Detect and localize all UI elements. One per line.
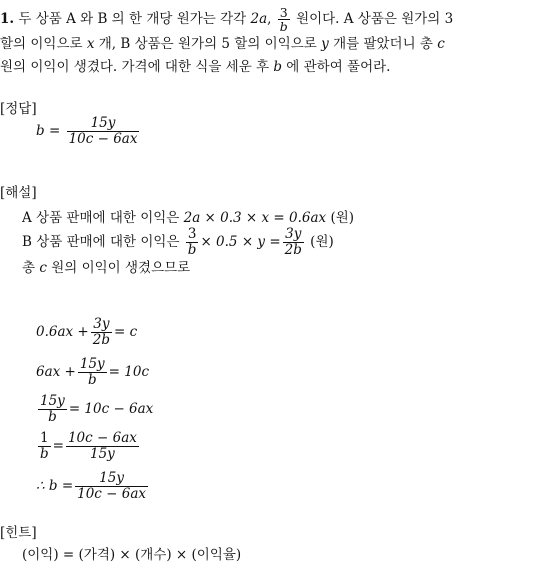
problem-number: 1.	[0, 11, 15, 27]
fraction-denominator: b	[87, 372, 97, 388]
problem-text: 원의 이익이 생겼다. 가격에 대한 식을 세운 후	[0, 59, 274, 75]
punctuation: ,	[267, 11, 272, 27]
fraction	[75, 471, 148, 502]
fraction-denominator: 10c − 6ax	[68, 131, 138, 147]
fraction-denominator: b	[279, 19, 288, 34]
solution-header: [해설]	[0, 185, 37, 201]
equation-4	[36, 430, 141, 462]
solution-text: 총	[22, 260, 40, 276]
fraction-numerator: 1	[38, 431, 51, 447]
fraction-denominator: b	[187, 242, 197, 258]
fraction-numerator: 3y	[91, 317, 112, 333]
problem-line-3	[0, 58, 390, 76]
math-var: b	[36, 123, 45, 139]
equation-3	[36, 393, 153, 425]
fraction	[67, 116, 140, 147]
equation-5	[36, 470, 150, 502]
fraction	[278, 6, 290, 33]
math-expression: ∴ b =	[36, 478, 74, 494]
answer-header: [정답]	[0, 101, 37, 117]
answer-equation	[36, 116, 141, 147]
fraction-numerator: 15y	[79, 356, 105, 372]
fraction	[78, 357, 107, 388]
problem-text: 개를 팔았더니 총	[328, 36, 438, 52]
equation-1	[36, 316, 137, 348]
problem-text: 에 관하여 풀어라.	[282, 59, 391, 75]
hint-text: (이익) = (가격) × (개수) × (이익율)	[22, 547, 242, 563]
equation-2	[36, 356, 149, 388]
fraction-numerator: 15y	[75, 471, 148, 487]
solution-text: A 상품 판매에 대한 이익은	[22, 210, 184, 226]
fraction-denominator: b	[48, 409, 57, 425]
unit-text: (원)	[326, 210, 355, 226]
fraction-denominator: 15y	[90, 446, 115, 462]
solution-text: B 상품 판매에 대한 이익은	[22, 234, 184, 250]
math-expression: = 10c	[108, 364, 150, 380]
math-var: 2a	[250, 11, 268, 27]
math-var: c	[437, 36, 445, 52]
math-expression: 6ax +	[36, 364, 76, 380]
fraction-denominator: 10c − 6ax	[77, 486, 147, 502]
math-expression: = 10c − 6ax	[68, 401, 154, 417]
fraction-numerator: 10c − 6ax	[67, 430, 137, 446]
problem-text: 원이다. A 상품은 원가의 3	[296, 11, 454, 27]
problem-line-2	[0, 35, 445, 53]
fraction	[38, 394, 67, 425]
math-var: b	[273, 59, 283, 75]
fraction-numerator: 3	[278, 6, 290, 20]
math-var: y	[321, 36, 329, 52]
fraction-denominator: 2b	[284, 242, 302, 258]
math-expression: 0.6ax +	[36, 324, 89, 340]
solution-text: 원의 이익이 생겼으므로	[46, 260, 191, 276]
math-expression: 2a × 0.3 × x = 0.6ax	[183, 210, 327, 226]
fraction	[283, 227, 304, 258]
solution-step-2	[22, 226, 334, 258]
fraction-numerator: 15y	[40, 393, 65, 409]
fraction	[186, 227, 199, 258]
math-expression: = c	[113, 324, 138, 340]
math-expression: × 0.5 × y =	[200, 234, 281, 250]
problem-text: 개, B 상품은 원가의 5 할의 이익으로	[94, 36, 322, 52]
unit-text: (원)	[305, 234, 334, 250]
problem-line-1	[0, 6, 453, 33]
equals-sign: =	[52, 438, 64, 454]
problem-text: 할의 이익으로	[0, 36, 87, 52]
fraction-denominator: b	[40, 446, 49, 462]
hint-header: [힌트]	[0, 525, 37, 541]
math-var: c	[39, 260, 47, 276]
fraction-denominator: 2b	[92, 332, 110, 348]
fraction-numerator: 3	[186, 227, 199, 243]
fraction	[91, 317, 112, 348]
fraction-numerator: 15y	[67, 116, 140, 132]
fraction-numerator: 3y	[283, 227, 304, 243]
problem-text: 두 상품 A 와 B 의 한 개당 원가는 각각	[18, 11, 251, 27]
fraction	[38, 431, 51, 462]
solution-step-3	[22, 259, 190, 277]
equals-sign: =	[44, 123, 65, 139]
fraction	[66, 431, 139, 462]
solution-step-1	[22, 209, 354, 227]
math-var: x	[86, 36, 95, 52]
